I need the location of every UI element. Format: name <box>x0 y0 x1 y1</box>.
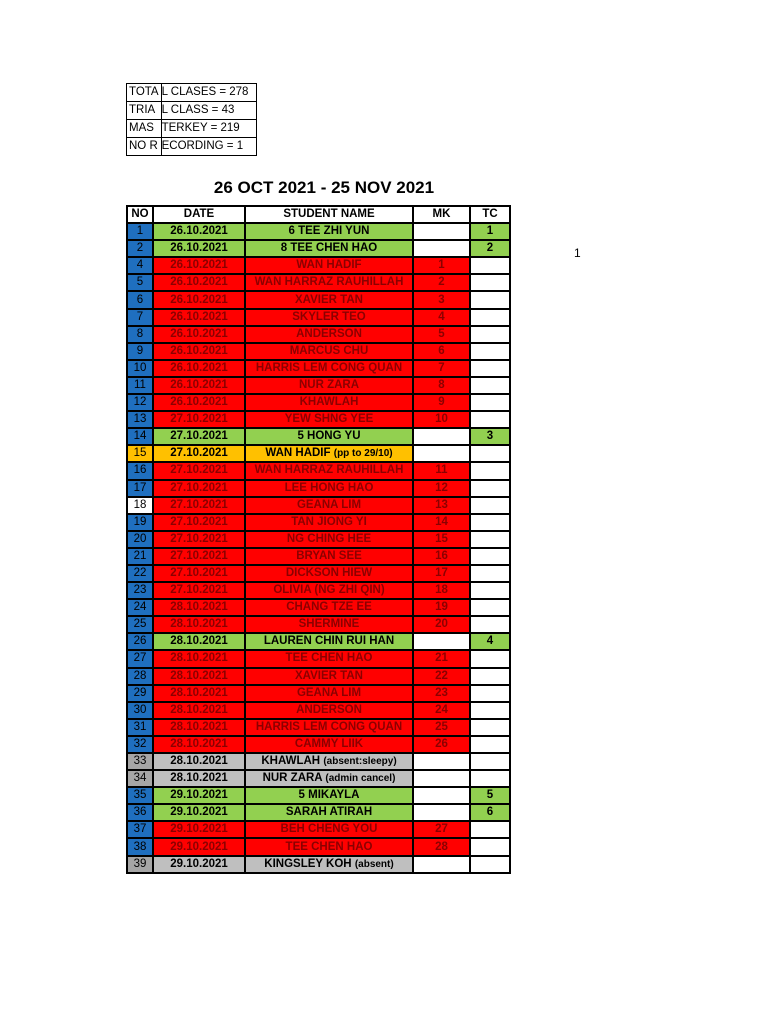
table-row <box>127 377 510 394</box>
row-tc <box>470 582 510 599</box>
row-tc <box>470 531 510 548</box>
row-date: 28.10.2021 <box>153 599 245 616</box>
row-tc <box>470 650 510 667</box>
summary-cell-right: L CLASS = 43 <box>161 102 256 120</box>
row-student-name <box>245 548 413 565</box>
student-name-text: WAN HADIF <box>296 259 362 272</box>
header-row <box>127 206 510 223</box>
header-date: DATE <box>153 206 245 223</box>
student-note: (pp to 29/10) <box>333 448 393 460</box>
row-date: 27.10.2021 <box>153 565 245 582</box>
student-name-text: KHAWLAH <box>261 755 321 768</box>
row-mk <box>413 787 470 804</box>
row-number: 18 <box>127 497 153 514</box>
row-number: 1 <box>127 223 153 240</box>
row-number: 34 <box>127 770 153 787</box>
row-mk: 10 <box>413 411 470 428</box>
row-tc <box>470 411 510 428</box>
row-date: 28.10.2021 <box>153 719 245 736</box>
row-tc <box>470 480 510 497</box>
row-number: 8 <box>127 326 153 343</box>
student-name-text: HARRIS LEM CONG QUAN <box>255 361 403 374</box>
row-tc <box>470 719 510 736</box>
row-student-name <box>245 223 413 240</box>
row-date: 27.10.2021 <box>153 531 245 548</box>
row-mk: 6 <box>413 343 470 360</box>
row-mk: 21 <box>413 650 470 667</box>
row-tc <box>470 343 510 360</box>
student-name-text: WAN HARRAZ RAUHILLAH <box>254 276 404 289</box>
student-name-text: NG CHING HEE <box>286 532 372 545</box>
row-date: 28.10.2021 <box>153 668 245 685</box>
row-date: 27.10.2021 <box>153 480 245 497</box>
row-number: 21 <box>127 548 153 565</box>
row-date: 27.10.2021 <box>153 428 245 445</box>
row-tc <box>470 565 510 582</box>
table-row <box>127 480 510 497</box>
row-tc <box>470 257 510 274</box>
summary-cell-left: TOTA <box>127 84 162 102</box>
table-row <box>127 770 510 787</box>
row-mk: 1 <box>413 257 470 274</box>
table-row <box>127 719 510 736</box>
row-date: 27.10.2021 <box>153 582 245 599</box>
row-mk: 7 <box>413 360 470 377</box>
row-mk: 22 <box>413 668 470 685</box>
table-row <box>127 411 510 428</box>
table-row <box>127 394 510 411</box>
row-number: 11 <box>127 377 153 394</box>
row-mk <box>413 770 470 787</box>
row-mk: 3 <box>413 291 470 308</box>
row-student-name <box>245 633 413 650</box>
student-name-text: YEW SHNG YEE <box>284 413 374 426</box>
table-row <box>127 650 510 667</box>
row-tc <box>470 394 510 411</box>
row-tc <box>470 445 510 462</box>
row-date: 26.10.2021 <box>153 223 245 240</box>
row-student-name <box>245 753 413 770</box>
row-student-name <box>245 856 413 873</box>
table-row <box>127 838 510 855</box>
table-row <box>127 326 510 343</box>
student-name-text: 5 MIKAYLA <box>298 789 360 802</box>
row-date: 26.10.2021 <box>153 274 245 291</box>
header-tc: TC <box>470 206 510 223</box>
row-student-name <box>245 240 413 257</box>
row-tc: 1 <box>470 223 510 240</box>
row-date: 26.10.2021 <box>153 377 245 394</box>
row-number: 38 <box>127 838 153 855</box>
student-name-text: ANDERSON <box>296 327 362 340</box>
row-number: 19 <box>127 514 153 531</box>
row-date: 28.10.2021 <box>153 616 245 633</box>
table-row <box>127 685 510 702</box>
table-row <box>127 753 510 770</box>
row-mk: 26 <box>413 736 470 753</box>
table-row <box>127 736 510 753</box>
student-name-text: NUR ZARA <box>262 772 326 785</box>
row-tc <box>470 702 510 719</box>
row-number: 20 <box>127 531 153 548</box>
row-number: 9 <box>127 343 153 360</box>
row-number: 39 <box>127 856 153 873</box>
header-mk: MK <box>413 206 470 223</box>
row-number: 35 <box>127 787 153 804</box>
table-row <box>127 309 510 326</box>
row-student-name <box>245 309 413 326</box>
row-number: 4 <box>127 257 153 274</box>
row-mk: 2 <box>413 274 470 291</box>
row-number: 17 <box>127 480 153 497</box>
row-date: 26.10.2021 <box>153 394 245 411</box>
student-name-text: BEH CHENG YOU <box>280 823 378 836</box>
row-number: 10 <box>127 360 153 377</box>
row-mk: 17 <box>413 565 470 582</box>
table-row <box>127 462 510 479</box>
row-number: 5 <box>127 274 153 291</box>
row-student-name <box>245 582 413 599</box>
header-student-name: STUDENT NAME <box>245 206 413 223</box>
table-row <box>127 497 510 514</box>
row-mk <box>413 240 470 257</box>
table-row <box>127 582 510 599</box>
row-student-name <box>245 360 413 377</box>
row-date: 26.10.2021 <box>153 291 245 308</box>
row-tc <box>470 326 510 343</box>
row-date: 27.10.2021 <box>153 548 245 565</box>
row-student-name <box>245 274 413 291</box>
summary-row <box>127 102 257 120</box>
summary-row <box>127 120 257 138</box>
row-date: 28.10.2021 <box>153 753 245 770</box>
row-student-name <box>245 394 413 411</box>
row-student-name <box>245 685 413 702</box>
row-mk: 23 <box>413 685 470 702</box>
row-tc <box>470 668 510 685</box>
side-number: 1 <box>574 246 581 260</box>
row-date: 28.10.2021 <box>153 650 245 667</box>
row-mk: 13 <box>413 497 470 514</box>
table-row <box>127 633 510 650</box>
row-number: 32 <box>127 736 153 753</box>
summary-cell-right: ECORDING = 1 <box>161 138 256 156</box>
row-student-name <box>245 497 413 514</box>
row-mk: 16 <box>413 548 470 565</box>
row-student-name <box>245 445 413 462</box>
row-student-name <box>245 804 413 821</box>
summary-cell-right: L CLASES = 278 <box>161 84 256 102</box>
student-name-text: CAMMY LIIK <box>294 737 364 750</box>
row-number: 16 <box>127 462 153 479</box>
row-student-name <box>245 462 413 479</box>
row-date: 26.10.2021 <box>153 309 245 326</box>
table-row <box>127 360 510 377</box>
row-tc <box>470 274 510 291</box>
row-date: 28.10.2021 <box>153 770 245 787</box>
row-student-name <box>245 787 413 804</box>
student-note: (absent) <box>354 858 394 870</box>
row-tc <box>470 291 510 308</box>
row-number: 30 <box>127 702 153 719</box>
row-student-name <box>245 565 413 582</box>
table-row <box>127 804 510 821</box>
row-mk <box>413 633 470 650</box>
row-mk: 14 <box>413 514 470 531</box>
student-name-text: SKYLER TEO <box>292 310 366 323</box>
row-date: 29.10.2021 <box>153 787 245 804</box>
row-date: 28.10.2021 <box>153 736 245 753</box>
row-mk: 28 <box>413 838 470 855</box>
row-student-name <box>245 736 413 753</box>
row-tc <box>470 599 510 616</box>
row-mk <box>413 223 470 240</box>
summary-cell-left: NO R <box>127 138 162 156</box>
row-date: 29.10.2021 <box>153 856 245 873</box>
student-name-text: OLIVIA (NG ZHI QIN) <box>273 584 385 597</box>
table-row <box>127 531 510 548</box>
row-mk <box>413 428 470 445</box>
student-name-text: WAN HARRAZ RAUHILLAH <box>254 464 404 477</box>
student-name-text: SHERMINE <box>298 618 360 631</box>
row-mk: 5 <box>413 326 470 343</box>
row-student-name <box>245 326 413 343</box>
row-date: 28.10.2021 <box>153 702 245 719</box>
row-tc <box>470 309 510 326</box>
row-tc: 5 <box>470 787 510 804</box>
row-number: 2 <box>127 240 153 257</box>
row-date: 27.10.2021 <box>153 445 245 462</box>
table-row <box>127 599 510 616</box>
table-row <box>127 787 510 804</box>
summary-cell-right: TERKEY = 219 <box>161 120 256 138</box>
row-mk: 4 <box>413 309 470 326</box>
student-name-text: 8 TEE CHEN HAO <box>280 242 378 255</box>
row-date: 27.10.2021 <box>153 497 245 514</box>
row-mk: 18 <box>413 582 470 599</box>
summary-row <box>127 84 257 102</box>
table-row <box>127 223 510 240</box>
row-date: 27.10.2021 <box>153 514 245 531</box>
row-mk: 27 <box>413 821 470 838</box>
row-student-name <box>245 531 413 548</box>
row-number: 7 <box>127 309 153 326</box>
row-student-name <box>245 377 413 394</box>
row-number: 29 <box>127 685 153 702</box>
row-date: 26.10.2021 <box>153 257 245 274</box>
table-row <box>127 343 510 360</box>
summary-box <box>126 83 257 156</box>
student-name-text: 5 HONG YU <box>297 430 361 443</box>
row-number: 14 <box>127 428 153 445</box>
student-name-text: LEE HONG HAO <box>284 481 374 494</box>
row-date: 26.10.2021 <box>153 240 245 257</box>
table-row <box>127 702 510 719</box>
table-row <box>127 856 510 873</box>
row-tc <box>470 360 510 377</box>
row-mk <box>413 856 470 873</box>
table-row <box>127 565 510 582</box>
student-name-text: XAVIER TAN <box>295 293 363 306</box>
row-student-name <box>245 257 413 274</box>
student-name-text: SARAH ATIRAH <box>285 806 373 819</box>
row-mk: 11 <box>413 462 470 479</box>
row-date: 29.10.2021 <box>153 838 245 855</box>
row-tc: 3 <box>470 428 510 445</box>
row-number: 36 <box>127 804 153 821</box>
row-student-name <box>245 821 413 838</box>
row-tc <box>470 685 510 702</box>
row-student-name <box>245 719 413 736</box>
student-name-text: TEE CHEN HAO <box>285 652 373 665</box>
row-student-name <box>245 650 413 667</box>
row-date: 27.10.2021 <box>153 411 245 428</box>
row-mk: 24 <box>413 702 470 719</box>
row-tc: 2 <box>470 240 510 257</box>
row-number: 37 <box>127 821 153 838</box>
row-number: 13 <box>127 411 153 428</box>
row-number: 25 <box>127 616 153 633</box>
row-date: 28.10.2021 <box>153 633 245 650</box>
row-date: 26.10.2021 <box>153 343 245 360</box>
student-name-text: DICKSON HIEW <box>285 567 373 580</box>
table-row <box>127 668 510 685</box>
row-date: 26.10.2021 <box>153 326 245 343</box>
student-note: (admin cancel) <box>325 773 396 785</box>
student-name-text: MARCUS CHU <box>289 344 369 357</box>
period-title: 26 OCT 2021 - 25 NOV 2021 <box>213 178 435 197</box>
row-date: 29.10.2021 <box>153 804 245 821</box>
row-tc <box>470 821 510 838</box>
student-name-text: LAUREN CHIN RUI HAN <box>263 635 395 648</box>
row-number: 24 <box>127 599 153 616</box>
row-number: 33 <box>127 753 153 770</box>
student-name-text: BRYAN SEE <box>296 549 362 562</box>
row-tc <box>470 736 510 753</box>
row-mk: 9 <box>413 394 470 411</box>
table-row <box>127 274 510 291</box>
row-mk: 19 <box>413 599 470 616</box>
summary-row <box>127 138 257 156</box>
row-mk: 25 <box>413 719 470 736</box>
row-tc <box>470 377 510 394</box>
row-mk: 15 <box>413 531 470 548</box>
student-name-text: CHANG TZE EE <box>286 601 372 614</box>
row-mk <box>413 753 470 770</box>
row-student-name <box>245 770 413 787</box>
table-row <box>127 616 510 633</box>
summary-cell-left: TRIA <box>127 102 162 120</box>
header-no: NO <box>127 206 153 223</box>
row-mk: 8 <box>413 377 470 394</box>
student-name-text: KINGSLEY KOH <box>264 857 352 870</box>
row-student-name <box>245 838 413 855</box>
row-number: 6 <box>127 291 153 308</box>
student-name-text: HARRIS LEM CONG QUAN <box>255 720 403 733</box>
student-name-text: 6 TEE ZHI YUN <box>288 225 370 238</box>
table-row <box>127 514 510 531</box>
row-date: 28.10.2021 <box>153 685 245 702</box>
row-number: 31 <box>127 719 153 736</box>
row-date: 26.10.2021 <box>153 360 245 377</box>
row-tc <box>470 497 510 514</box>
row-number: 12 <box>127 394 153 411</box>
table-row <box>127 445 510 462</box>
row-mk <box>413 445 470 462</box>
row-tc <box>470 770 510 787</box>
row-tc <box>470 838 510 855</box>
row-student-name <box>245 343 413 360</box>
row-number: 28 <box>127 668 153 685</box>
student-note: (absent:sleepy) <box>323 756 397 768</box>
row-mk: 12 <box>413 480 470 497</box>
student-name-text: KHAWLAH <box>299 396 359 409</box>
row-tc <box>470 548 510 565</box>
row-date: 29.10.2021 <box>153 821 245 838</box>
row-student-name <box>245 411 413 428</box>
table-row <box>127 548 510 565</box>
row-tc <box>470 856 510 873</box>
summary-cell-left: MAS <box>127 120 162 138</box>
student-name-text: NUR ZARA <box>298 378 360 391</box>
table-row <box>127 240 510 257</box>
row-student-name <box>245 702 413 719</box>
class-log-table <box>126 205 511 874</box>
row-mk <box>413 804 470 821</box>
row-tc <box>470 753 510 770</box>
table-row <box>127 428 510 445</box>
row-tc: 6 <box>470 804 510 821</box>
row-number: 15 <box>127 445 153 462</box>
student-name-text: TAN JIONG YI <box>291 515 367 528</box>
row-student-name <box>245 668 413 685</box>
student-name-text: ANDERSON <box>296 703 362 716</box>
row-number: 27 <box>127 650 153 667</box>
row-tc <box>470 616 510 633</box>
student-name-text: WAN HADIF <box>265 447 331 460</box>
row-student-name <box>245 514 413 531</box>
row-mk: 20 <box>413 616 470 633</box>
row-tc: 4 <box>470 633 510 650</box>
table-row <box>127 821 510 838</box>
row-number: 23 <box>127 582 153 599</box>
table-row <box>127 291 510 308</box>
row-number: 26 <box>127 633 153 650</box>
student-name-text: GEANA LIM <box>296 686 362 699</box>
table-row <box>127 257 510 274</box>
row-student-name <box>245 480 413 497</box>
row-student-name <box>245 291 413 308</box>
row-student-name <box>245 428 413 445</box>
row-date: 27.10.2021 <box>153 462 245 479</box>
row-tc <box>470 462 510 479</box>
row-student-name <box>245 599 413 616</box>
row-student-name <box>245 616 413 633</box>
row-number: 22 <box>127 565 153 582</box>
student-name-text: XAVIER TAN <box>295 669 363 682</box>
student-name-text: GEANA LIM <box>296 498 362 511</box>
row-tc <box>470 514 510 531</box>
student-name-text: TEE CHEN HAO <box>285 840 373 853</box>
